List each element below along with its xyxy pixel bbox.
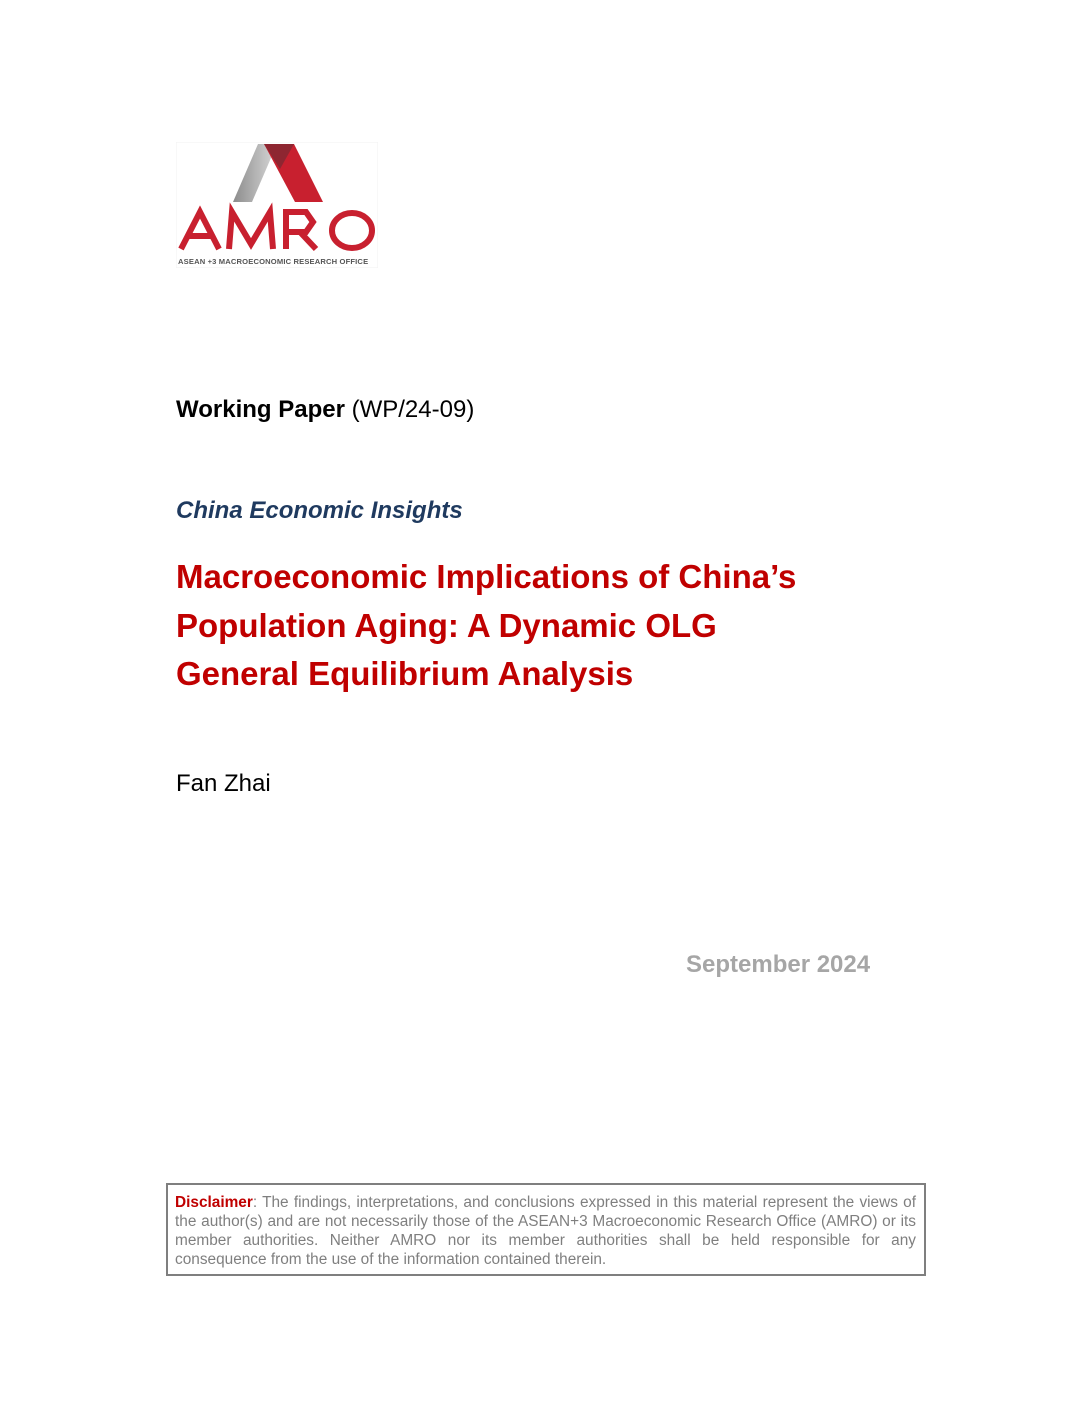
working-paper-label: Working Paper	[176, 396, 345, 423]
paper-title	[176, 553, 916, 699]
author-name: Fan Zhai	[176, 770, 271, 797]
logo-tagline: ASEAN +3 MACROECONOMIC RESEARCH OFFICE	[178, 257, 369, 266]
amro-logo-mark	[176, 142, 378, 268]
disclaimer-box	[166, 1183, 926, 1276]
disclaimer-text: : The findings, interpretations, and conclusions expressed in this material represent the views of the author(s) and are not necessarily those of the ASEAN+3 Macroeconomic Research Office (AMRO) or its member authorities. Neither AMRO nor its member authorities shall be held responsible for any consequence from the use of the information contained therein.	[175, 1194, 916, 1268]
working-paper-code: (WP/24-09)	[351, 396, 475, 423]
title-line-3: General Equilibrium Analysis	[176, 655, 634, 692]
publication-date: September 2024	[686, 951, 871, 978]
disclaimer-label: Disclaimer	[175, 1194, 253, 1211]
series-name: China Economic Insights	[176, 497, 463, 524]
title-line-2: Population Aging: A Dynamic OLG	[176, 606, 717, 644]
amro-logo	[176, 142, 378, 268]
title-line-1: Macroeconomic Implications of China’s	[176, 558, 797, 595]
working-paper-line	[176, 396, 474, 424]
